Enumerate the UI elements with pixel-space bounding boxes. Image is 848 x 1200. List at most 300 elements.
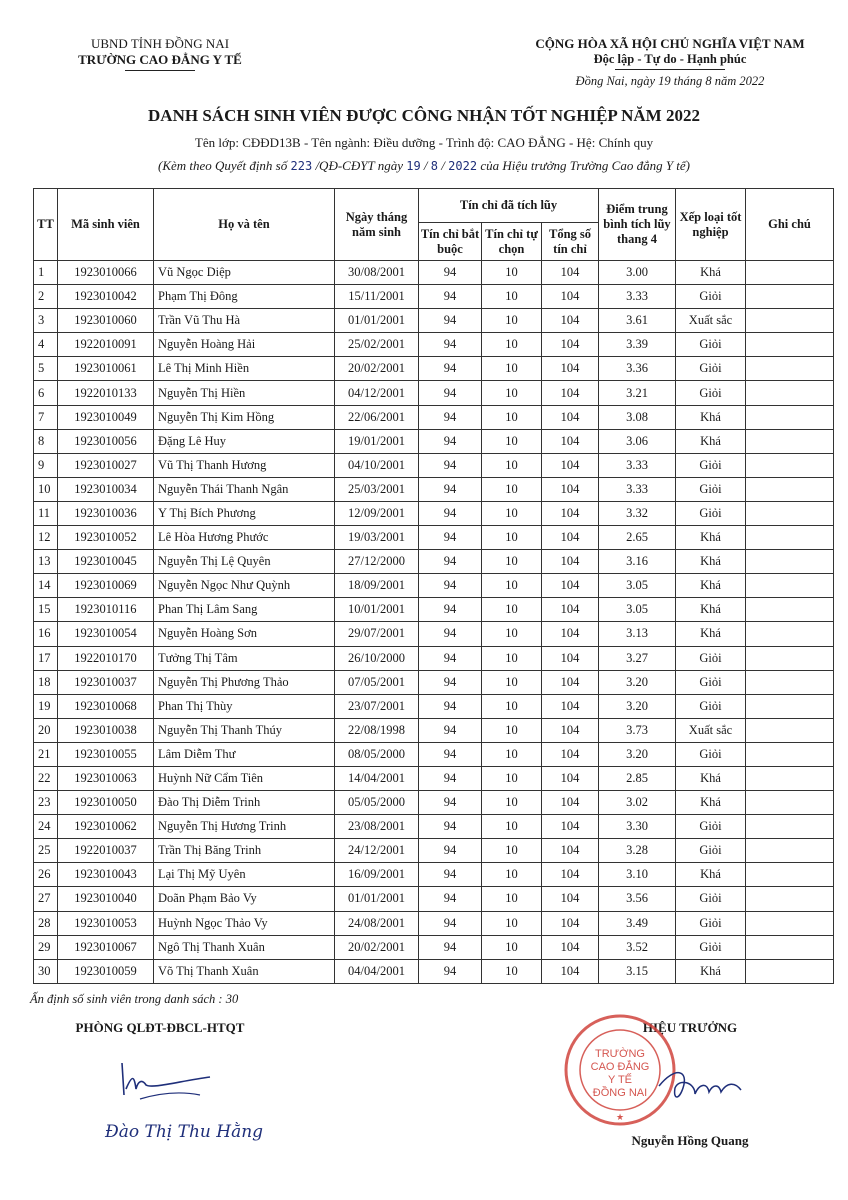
cell-note: [746, 429, 834, 453]
cell-dob: 04/12/2001: [335, 381, 419, 405]
cell-credits-required: 94: [419, 453, 482, 477]
table-row: [34, 911, 834, 935]
table-row: [34, 405, 834, 429]
cell-tt: 11: [34, 501, 58, 525]
cell-credits-elective: 10: [482, 839, 542, 863]
cell-student-id: 1923010038: [58, 718, 154, 742]
cell-gpa: 3.08: [599, 405, 676, 429]
cell-credits-elective: 10: [482, 935, 542, 959]
cell-student-id: 1923010050: [58, 791, 154, 815]
cell-dob: 24/12/2001: [335, 839, 419, 863]
cell-credits-elective: 10: [482, 357, 542, 381]
cell-credits-elective: 10: [482, 381, 542, 405]
principal-title: HIỆU TRƯỞNG: [642, 1020, 738, 1035]
cell-full-name: Võ Thị Thanh Xuân: [154, 959, 335, 983]
cell-gpa: 3.52: [599, 935, 676, 959]
cell-note: [746, 622, 834, 646]
cell-full-name: Đặng Lê Huy: [154, 429, 335, 453]
cell-full-name: Nguyễn Thái Thanh Ngân: [154, 477, 335, 501]
table-row: [34, 791, 834, 815]
cell-credits-elective: 10: [482, 477, 542, 501]
cell-gpa: 3.02: [599, 791, 676, 815]
cell-tt: 12: [34, 526, 58, 550]
cell-note: [746, 887, 834, 911]
cell-full-name: Huỳnh Nữ Cẩm Tiên: [154, 766, 335, 790]
decision-prefix: (Kèm theo Quyết định số: [157, 158, 288, 173]
cell-rank: Giỏi: [676, 501, 746, 525]
table-row: [34, 550, 834, 574]
cell-rank: Khá: [676, 598, 746, 622]
cell-full-name: Nguyễn Thị Hiền: [154, 381, 335, 405]
header-credits-group: Tín chỉ đã tích lũy: [419, 189, 599, 223]
cell-rank: Khá: [676, 405, 746, 429]
cell-student-id: 1922010170: [58, 646, 154, 670]
table-row: [34, 598, 834, 622]
cell-student-id: 1923010069: [58, 574, 154, 598]
cell-rank: Giỏi: [676, 357, 746, 381]
cell-credits-elective: 10: [482, 694, 542, 718]
cell-tt: 19: [34, 694, 58, 718]
cell-gpa: 3.33: [599, 453, 676, 477]
cell-credits-total: 104: [542, 742, 599, 766]
cell-credits-elective: 10: [482, 622, 542, 646]
cell-dob: 04/10/2001: [335, 453, 419, 477]
cell-credits-total: 104: [542, 839, 599, 863]
cell-credits-total: 104: [542, 285, 599, 309]
cell-dob: 16/09/2001: [335, 863, 419, 887]
cell-tt: 8: [34, 429, 58, 453]
cell-student-id: 1922010037: [58, 839, 154, 863]
cell-credits-required: 94: [419, 598, 482, 622]
motto-underline: [615, 69, 725, 70]
cell-rank: Giỏi: [676, 453, 746, 477]
cell-note: [746, 646, 834, 670]
cell-note: [746, 863, 834, 887]
cell-gpa: 3.21: [599, 381, 676, 405]
cell-credits-elective: 10: [482, 887, 542, 911]
decision-year: 2022: [448, 159, 478, 173]
cell-tt: 9: [34, 453, 58, 477]
table-row: [34, 718, 834, 742]
header-full-name: Họ và tên: [154, 189, 335, 261]
cell-dob: 30/08/2001: [335, 261, 419, 285]
cell-credits-total: 104: [542, 501, 599, 525]
cell-rank: Giỏi: [676, 646, 746, 670]
decision-number: 223: [290, 159, 313, 173]
svg-text:Y TẾ: Y TẾ: [607, 1074, 633, 1086]
cell-gpa: 3.27: [599, 646, 676, 670]
cell-credits-elective: 10: [482, 742, 542, 766]
header-note: Ghi chú: [746, 189, 834, 261]
cell-credits-total: 104: [542, 477, 599, 501]
college-name: TRƯỜNG CAO ĐẲNG Y TẾ: [78, 52, 242, 67]
cell-tt: 16: [34, 622, 58, 646]
cell-full-name: Phạm Thị Đông: [154, 285, 335, 309]
cell-rank: Giỏi: [676, 477, 746, 501]
table-row: [34, 333, 834, 357]
cell-dob: 15/11/2001: [335, 285, 419, 309]
cell-full-name: Lê Thị Minh Hiền: [154, 357, 335, 381]
cell-rank: Giỏi: [676, 742, 746, 766]
cell-student-id: 1923010054: [58, 622, 154, 646]
cell-rank: Khá: [676, 429, 746, 453]
cell-credits-required: 94: [419, 477, 482, 501]
cell-credits-elective: 10: [482, 718, 542, 742]
table-row: [34, 477, 834, 501]
cell-student-id: 1923010055: [58, 742, 154, 766]
cell-credits-required: 94: [419, 261, 482, 285]
cell-credits-required: 94: [419, 839, 482, 863]
cell-gpa: 3.20: [599, 670, 676, 694]
cell-note: [746, 742, 834, 766]
table-row: [34, 694, 834, 718]
cell-student-id: 1923010068: [58, 694, 154, 718]
cell-rank: Giỏi: [676, 839, 746, 863]
cell-credits-required: 94: [419, 429, 482, 453]
cell-rank: Khá: [676, 791, 746, 815]
cell-tt: 5: [34, 357, 58, 381]
cell-note: [746, 911, 834, 935]
document-title: DANH SÁCH SINH VIÊN ĐƯỢC CÔNG NHẬN TỐT NGHIỆP NĂM 2022: [148, 106, 700, 125]
cell-dob: 27/12/2000: [335, 550, 419, 574]
cell-credits-elective: 10: [482, 863, 542, 887]
table-row: [34, 526, 834, 550]
cell-credits-total: 104: [542, 646, 599, 670]
cell-full-name: Lại Thị Mỹ Uyên: [154, 863, 335, 887]
cell-dob: 20/02/2001: [335, 357, 419, 381]
cell-student-id: 1923010053: [58, 911, 154, 935]
cell-gpa: 3.56: [599, 887, 676, 911]
cell-full-name: Nguyễn Thị Lệ Quyên: [154, 550, 335, 574]
cell-credits-required: 94: [419, 742, 482, 766]
cell-credits-total: 104: [542, 333, 599, 357]
cell-student-id: 1923010052: [58, 526, 154, 550]
cell-credits-total: 104: [542, 381, 599, 405]
cell-tt: 28: [34, 911, 58, 935]
cell-dob: 05/05/2000: [335, 791, 419, 815]
cell-gpa: 3.06: [599, 429, 676, 453]
table-row: [34, 839, 834, 863]
department-signature-block: [30, 1020, 290, 1036]
cell-student-id: 1923010116: [58, 598, 154, 622]
cell-credits-elective: 10: [482, 429, 542, 453]
cell-note: [746, 935, 834, 959]
cell-rank: Giỏi: [676, 333, 746, 357]
cell-student-id: 1923010063: [58, 766, 154, 790]
cell-credits-total: 104: [542, 357, 599, 381]
cell-credits-required: 94: [419, 405, 482, 429]
cell-credits-elective: 10: [482, 766, 542, 790]
cell-credits-required: 94: [419, 309, 482, 333]
cell-credits-required: 94: [419, 935, 482, 959]
cell-note: [746, 381, 834, 405]
cell-credits-elective: 10: [482, 574, 542, 598]
cell-credits-required: 94: [419, 285, 482, 309]
cell-dob: 08/05/2000: [335, 742, 419, 766]
cell-tt: 6: [34, 381, 58, 405]
cell-tt: 3: [34, 309, 58, 333]
table-row: [34, 574, 834, 598]
cell-full-name: Doãn Phạm Bảo Vy: [154, 887, 335, 911]
cell-credits-total: 104: [542, 598, 599, 622]
cell-credits-required: 94: [419, 526, 482, 550]
cell-student-id: 1923010040: [58, 887, 154, 911]
cell-dob: 24/08/2001: [335, 911, 419, 935]
cell-credits-required: 94: [419, 574, 482, 598]
cell-full-name: Y Thị Bích Phương: [154, 501, 335, 525]
cell-dob: 01/01/2001: [335, 309, 419, 333]
cell-student-id: 1923010036: [58, 501, 154, 525]
cell-credits-required: 94: [419, 815, 482, 839]
cell-dob: 26/10/2000: [335, 646, 419, 670]
cell-tt: 25: [34, 839, 58, 863]
cell-note: [746, 285, 834, 309]
cell-credits-required: 94: [419, 959, 482, 983]
cell-credits-elective: 10: [482, 815, 542, 839]
cell-note: [746, 694, 834, 718]
cell-full-name: Nguyễn Thị Hương Trinh: [154, 815, 335, 839]
cell-gpa: 3.00: [599, 261, 676, 285]
header-underline: [125, 70, 195, 71]
cell-dob: 19/03/2001: [335, 526, 419, 550]
cell-credits-required: 94: [419, 694, 482, 718]
cell-credits-elective: 10: [482, 261, 542, 285]
header-credits-total: Tổng số tín chỉ: [542, 223, 599, 261]
cell-credits-required: 94: [419, 670, 482, 694]
cell-rank: Giỏi: [676, 911, 746, 935]
cell-gpa: 3.30: [599, 815, 676, 839]
cell-gpa: 3.32: [599, 501, 676, 525]
cell-full-name: Nguyễn Ngọc Như Quỳnh: [154, 574, 335, 598]
cell-gpa: 3.61: [599, 309, 676, 333]
cell-dob: 29/07/2001: [335, 622, 419, 646]
cell-credits-elective: 10: [482, 309, 542, 333]
cell-gpa: 3.13: [599, 622, 676, 646]
province-committee: UBND TỈNH ĐỒNG NAI: [90, 36, 230, 51]
place-date: Đồng Nai, ngày 19 tháng 8 năm 2022: [575, 74, 765, 88]
cell-full-name: Trần Thị Băng Trinh: [154, 839, 335, 863]
cell-credits-total: 104: [542, 550, 599, 574]
cell-note: [746, 309, 834, 333]
cell-gpa: 2.65: [599, 526, 676, 550]
cell-student-id: 1923010059: [58, 959, 154, 983]
cell-note: [746, 405, 834, 429]
cell-note: [746, 791, 834, 815]
cell-dob: 22/06/2001: [335, 405, 419, 429]
cell-full-name: Huỳnh Ngọc Thảo Vy: [154, 911, 335, 935]
cell-dob: 23/08/2001: [335, 815, 419, 839]
cell-student-id: 1922010133: [58, 381, 154, 405]
cell-credits-total: 104: [542, 766, 599, 790]
cell-credits-total: 104: [542, 694, 599, 718]
table-row: [34, 622, 834, 646]
cell-credits-elective: 10: [482, 526, 542, 550]
table-row: [34, 429, 834, 453]
cell-tt: 14: [34, 574, 58, 598]
cell-gpa: 3.33: [599, 285, 676, 309]
header-gpa: Điểm trung bình tích lũy thang 4: [599, 189, 676, 261]
cell-gpa: 3.16: [599, 550, 676, 574]
cell-tt: 4: [34, 333, 58, 357]
cell-student-id: 1923010027: [58, 453, 154, 477]
cell-credits-total: 104: [542, 935, 599, 959]
cell-credits-total: 104: [542, 670, 599, 694]
cell-credits-required: 94: [419, 646, 482, 670]
svg-text:TRƯỜNG: TRƯỜNG: [595, 1048, 645, 1060]
cell-tt: 13: [34, 550, 58, 574]
cell-gpa: 3.36: [599, 357, 676, 381]
cell-tt: 22: [34, 766, 58, 790]
cell-student-id: 1922010091: [58, 333, 154, 357]
cell-note: [746, 598, 834, 622]
header-rank: Xếp loại tốt nghiệp: [676, 189, 746, 261]
table-row: [34, 863, 834, 887]
svg-text:ĐỒNG NAI: ĐỒNG NAI: [592, 1087, 648, 1099]
table-row: [34, 742, 834, 766]
national-motto: [510, 36, 830, 89]
table-row: [34, 766, 834, 790]
cell-gpa: 3.28: [599, 839, 676, 863]
cell-credits-total: 104: [542, 791, 599, 815]
cell-tt: 24: [34, 815, 58, 839]
cell-student-id: 1923010062: [58, 815, 154, 839]
cell-credits-total: 104: [542, 261, 599, 285]
cell-full-name: Nguyễn Thị Thanh Thúy: [154, 718, 335, 742]
cell-credits-total: 104: [542, 863, 599, 887]
cell-dob: 14/04/2001: [335, 766, 419, 790]
decision-day: 19: [406, 159, 421, 173]
cell-rank: Khá: [676, 261, 746, 285]
cell-credits-required: 94: [419, 911, 482, 935]
cell-note: [746, 670, 834, 694]
cell-tt: 18: [34, 670, 58, 694]
cell-credits-required: 94: [419, 766, 482, 790]
svg-text:★: ★: [615, 1113, 625, 1123]
principal-signer-name: Nguyễn Hồng Quang: [631, 1133, 749, 1148]
cell-gpa: 2.85: [599, 766, 676, 790]
cell-note: [746, 357, 834, 381]
cell-rank: Giỏi: [676, 815, 746, 839]
cell-student-id: 1923010049: [58, 405, 154, 429]
cell-note: [746, 574, 834, 598]
cell-tt: 23: [34, 791, 58, 815]
table-row: [34, 357, 834, 381]
cell-credits-total: 104: [542, 309, 599, 333]
issuing-organization: [30, 36, 290, 71]
cell-gpa: 3.33: [599, 477, 676, 501]
cell-student-id: 1923010067: [58, 935, 154, 959]
cell-full-name: Tưởng Thị Tâm: [154, 646, 335, 670]
cell-rank: Khá: [676, 574, 746, 598]
header-student-id: Mã sinh viên: [58, 189, 154, 261]
cell-credits-required: 94: [419, 333, 482, 357]
table-row: [34, 501, 834, 525]
cell-full-name: Nguyễn Thị Kim Hồng: [154, 405, 335, 429]
cell-rank: Giỏi: [676, 887, 746, 911]
header-tt: TT: [34, 189, 58, 261]
cell-full-name: Vũ Thị Thanh Hương: [154, 453, 335, 477]
cell-dob: 25/03/2001: [335, 477, 419, 501]
country-name: CỘNG HÒA XÃ HỘI CHỦ NGHĨA VIỆT NAM: [535, 36, 805, 51]
cell-dob: 01/01/2001: [335, 887, 419, 911]
cell-note: [746, 333, 834, 357]
cell-credits-elective: 10: [482, 911, 542, 935]
cell-note: [746, 766, 834, 790]
graduates-table: [33, 188, 834, 984]
table-row: [34, 887, 834, 911]
cell-dob: 19/01/2001: [335, 429, 419, 453]
cell-full-name: Trần Vũ Thu Hà: [154, 309, 335, 333]
cell-tt: 26: [34, 863, 58, 887]
cell-rank: Giỏi: [676, 694, 746, 718]
cell-credits-total: 104: [542, 887, 599, 911]
decision-reference: (Kèm theo Quyết định số 223 /QĐ-CĐYT ngày 19 / 8 / 2022 của Hiệu trưởng Trường Cao đẳng Y tế): [157, 158, 691, 173]
cell-full-name: Phan Thị Lâm Sang: [154, 598, 335, 622]
cell-credits-elective: 10: [482, 670, 542, 694]
department-signer-name: Đào Thị Thu Hằng: [105, 1122, 264, 1142]
cell-full-name: Nguyễn Thị Phương Thảo: [154, 670, 335, 694]
cell-full-name: Lê Hòa Hương Phước: [154, 526, 335, 550]
cell-dob: 22/08/1998: [335, 718, 419, 742]
cell-dob: 04/04/2001: [335, 959, 419, 983]
cell-note: [746, 526, 834, 550]
cell-student-id: 1923010056: [58, 429, 154, 453]
cell-credits-total: 104: [542, 574, 599, 598]
cell-tt: 2: [34, 285, 58, 309]
cell-credits-elective: 10: [482, 959, 542, 983]
cell-rank: Xuất sắc: [676, 718, 746, 742]
cell-credits-elective: 10: [482, 405, 542, 429]
cell-credits-elective: 10: [482, 550, 542, 574]
table-body: [34, 261, 834, 984]
cell-tt: 17: [34, 646, 58, 670]
cell-gpa: 3.05: [599, 598, 676, 622]
cell-tt: 20: [34, 718, 58, 742]
cell-gpa: 3.49: [599, 911, 676, 935]
cell-full-name: Phan Thị Thùy: [154, 694, 335, 718]
cell-full-name: Đào Thị Diễm Trinh: [154, 791, 335, 815]
cell-tt: 1: [34, 261, 58, 285]
cell-tt: 29: [34, 935, 58, 959]
department-signature-mark: [110, 1055, 220, 1105]
cell-dob: 07/05/2001: [335, 670, 419, 694]
cell-tt: 30: [34, 959, 58, 983]
cell-rank: Giỏi: [676, 670, 746, 694]
cell-note: [746, 550, 834, 574]
cell-credits-total: 104: [542, 453, 599, 477]
class-info: Tên lớp: CĐĐD13B - Tên ngành: Điều dưỡng - Trình độ: CAO ĐẲNG - Hệ: Chính quy: [194, 135, 654, 150]
cell-credits-required: 94: [419, 357, 482, 381]
cell-rank: Khá: [676, 959, 746, 983]
table-row: [34, 381, 834, 405]
table-row: [34, 261, 834, 285]
cell-credits-required: 94: [419, 501, 482, 525]
cell-full-name: Lâm Diễm Thư: [154, 742, 335, 766]
cell-student-id: 1923010034: [58, 477, 154, 501]
cell-gpa: 3.15: [599, 959, 676, 983]
cell-note: [746, 261, 834, 285]
cell-tt: 27: [34, 887, 58, 911]
cell-credits-elective: 10: [482, 598, 542, 622]
cell-student-id: 1923010043: [58, 863, 154, 887]
cell-credits-total: 104: [542, 959, 599, 983]
cell-credits-total: 104: [542, 622, 599, 646]
table-row: [34, 646, 834, 670]
cell-tt: 10: [34, 477, 58, 501]
table-row: [34, 815, 834, 839]
cell-full-name: Nguyễn Hoàng Hải: [154, 333, 335, 357]
decision-month: 8: [430, 159, 439, 173]
